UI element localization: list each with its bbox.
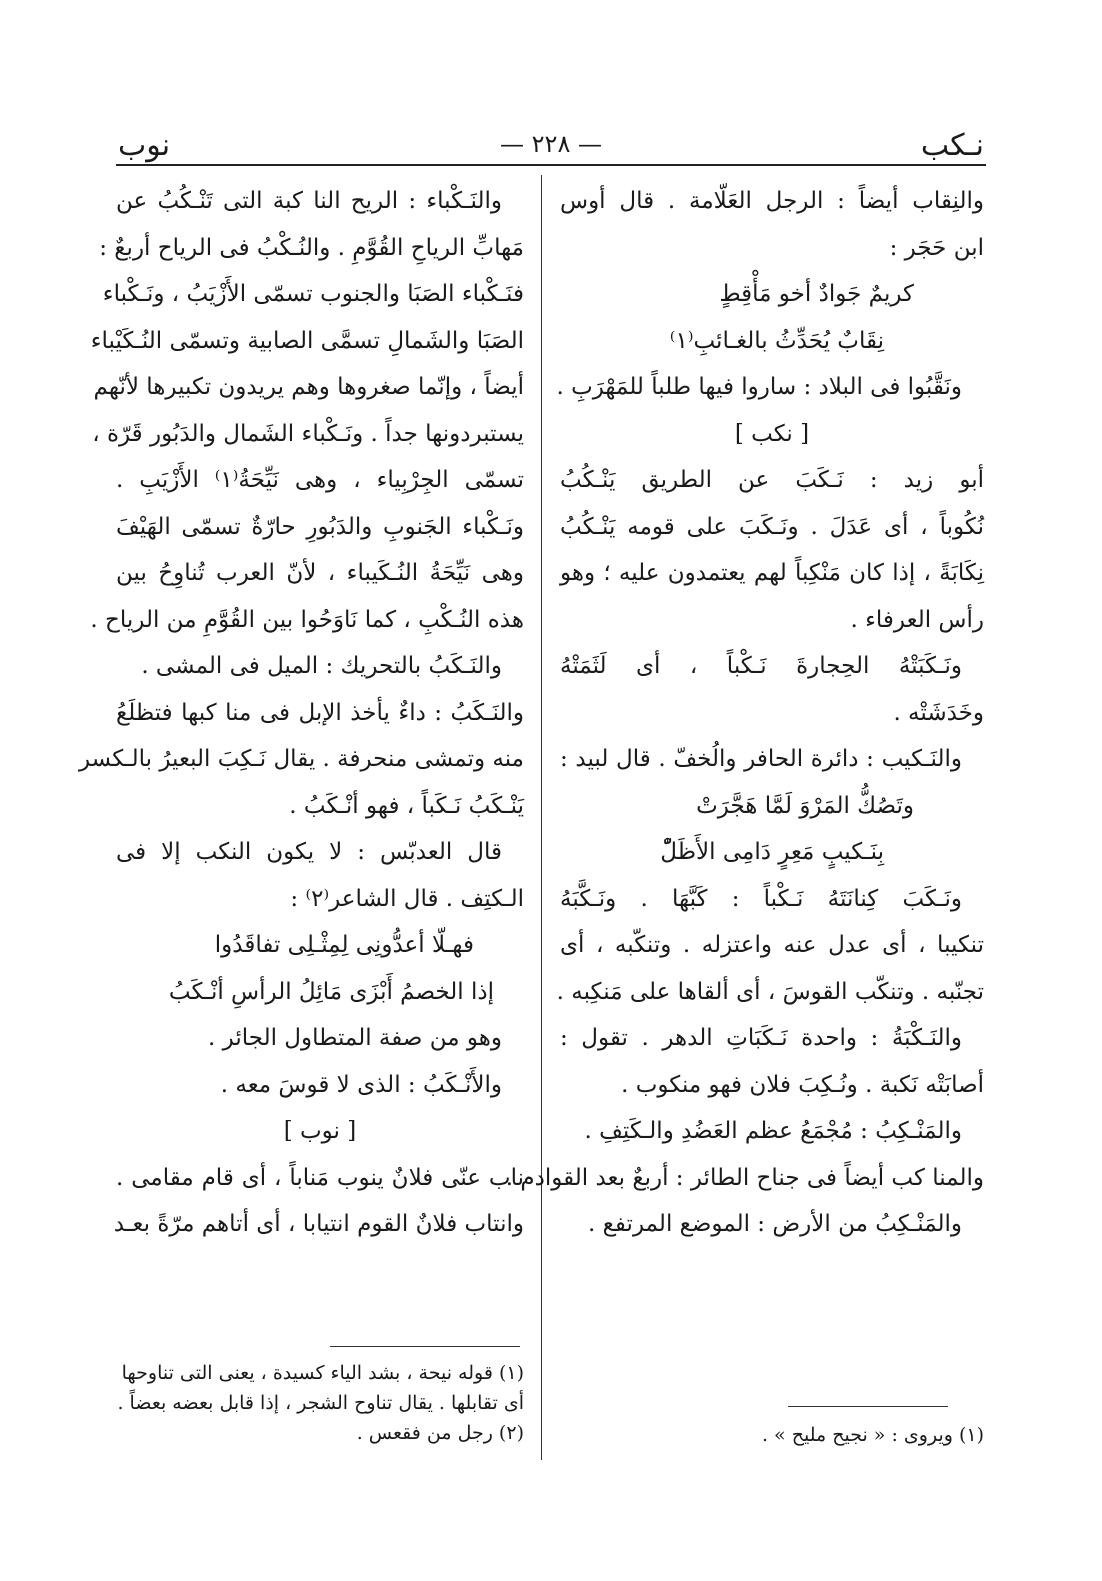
entry-heading: [ نوب ]	[283, 1118, 357, 1144]
verse-line: وتَصُكُّ المَرْوَ لَمَّا هَجَّرَتْ	[696, 792, 914, 819]
text-line: قال العدبّس : لا يكون النكب إلا فى	[116, 839, 502, 865]
text-line: والنَـكَبُ : داءٌ يأخذ الإبل فى منا كبها فتظلَعُ	[116, 699, 524, 726]
text-line: ونَقَّبُوا فى البلاد : ساروا فيها طلباً للمَهْرَبِ .	[556, 374, 962, 400]
entry-heading: [ نكب ]	[734, 420, 810, 447]
text-line: نِكَابَةً ، إذا كان مَنْكِباً لهم يعتمدون عليه ؛ وهو	[560, 560, 984, 586]
text-line: الصَبَا والشَمالِ تسمَّى الصابية وتسمّى النُـكَيْباء	[90, 327, 524, 354]
header-root-left: نوب	[118, 128, 171, 163]
text-line: مَهابِّ الرياحِ القُوَّمِ . والنُـكْبُ فى الرياح أربعٌ :	[99, 234, 524, 261]
text-line: يستبردونها جداً . ونَـكْباء الشَمال والدَبُور قَرّة ،	[92, 420, 524, 447]
footnote: (١) قوله نيحة ، بشد الياء كسيدة ، يعنى التى تناوحها	[121, 1362, 524, 1384]
text-line: هذه النُـكْبِ ، كما نَاوَحُوا بين القُوَّمِ من الرياح .	[90, 606, 524, 633]
verse-line: نِقَابٌ يُحَدِّثُ بالغـائبِ⁽١⁾	[669, 327, 884, 354]
footnote-rule	[330, 1346, 520, 1347]
text-line: والنَـكْبَةُ : واحدة نَـكَبَاتِ الدهر . تقول :	[560, 1025, 962, 1051]
text-line: والمنا كب أيضاً فى جناح الطائر : أربعٌ بعد القوادم .	[505, 1164, 984, 1191]
text-line: والنَـكَبُ بالتحريك : الميل فى المشى .	[141, 653, 502, 679]
text-line: منه وتمشى منحرفة . يقال نَـكِبَ البعيرُ بالـكسر	[78, 746, 524, 772]
text-line: والمَنْـكِبُ : مُجْمَعُ عظم العَضُدِ والـكَتِفِ .	[584, 1118, 962, 1144]
verse-line: كريمٌ جَوادٌ أخو مَأْقِطٍ	[719, 281, 914, 307]
text-line: ونَـكَبَ كِنانَتَهُ نَـكْباً : كَبَّهَا . ونَـكَّبَهُ	[560, 885, 962, 912]
left-column	[78, 178, 524, 1248]
text-line: والمَنْـكِبُ من الأرض : الموضع المرتفع .	[588, 1211, 962, 1237]
text-line: يَنْـكَبُ نَـكَباً ، فهو أنْـكَبُ .	[289, 792, 524, 819]
verse-line: بِنَـكيبٍ مَعِرٍ دَامِى الأَظَلّْ	[660, 839, 884, 865]
text-line: ونَـكْباء الجَنوبِ والدَبُورِ حارّةٌ تسمّى الهَيْفَ	[116, 513, 524, 540]
text-line: ابن حَجَر :	[889, 234, 984, 261]
text-line: وانتاب فلانٌ القوم انتيابا ، أى أتاهم مرّةً بعـد	[113, 1211, 524, 1237]
text-line: والنَـكيب : دائرة الحافر والُخفّ . قال لبيد :	[560, 746, 962, 772]
text-line: الـكتِف . قال الشاعر⁽٢⁾ :	[290, 885, 524, 912]
text-line: تسمّى الجِرْبِياء ، وهى نَيِّحَةُ⁽١⁾ الأَزْيَبِ .	[116, 467, 524, 493]
text-line: أيضاً ، وإنّما صغروها وهم يريدون تكبيرها لأنّهم	[93, 374, 524, 400]
text-line: والأَنْـكَبُ : الذى لا قوسَ معه .	[220, 1071, 502, 1098]
text-line: تجنّبه . وتنكّب القوسَ ، أى ألقاها على مَنكِبه .	[556, 978, 984, 1005]
text-line: والنِقاب أيضاً : الرجل العَلّامة . قال أوس	[560, 188, 984, 214]
page-header	[118, 128, 984, 164]
header-rule	[116, 164, 986, 166]
text-line: وهى نَيِّحَةُ النُـكَيباء ، لأنّ العرب تُناوِحُ بين	[116, 560, 524, 586]
footnote: (٢) رجل من فقعس .	[356, 1422, 524, 1444]
column-divider	[541, 175, 542, 1460]
footnotes-left	[116, 1358, 524, 1448]
text-line: والنَـكْباء : الريح النا كبة التى تَنْـكُبُ عن	[116, 188, 502, 214]
verse-line: فهـلّا أعدُّونِى لِمِثْـلِى تفاقَدُوا	[214, 932, 474, 958]
footnote-rule	[788, 1406, 948, 1407]
text-line: وهو من صفة المتطاول الجائر .	[208, 1025, 502, 1051]
text-line: أبو زيد : نَـكَبَ عن الطريق يَنْـكُبُ	[560, 467, 984, 493]
text-line: ونَـكَبَتْهُ الحِجارةَ نَـكْباً ، أى لَثَمَتْهُ	[560, 653, 962, 679]
footnotes-right	[560, 1420, 984, 1450]
text-line: تنكيبا ، أى عدل عنه واعتزله . وتنكّبه ، أى	[560, 932, 984, 958]
page-number: — ٢٢٨ —	[500, 130, 602, 158]
text-line: رأس العرفاء .	[850, 606, 984, 633]
verse-line: إذا الخصمُ أَبْزَى مَائِلُ الرأسِ أنْـكَبُ	[168, 978, 494, 1005]
text-line: نُكُوباً ، أى عَدَلَ . ونَـكَبَ على قومه يَنْـكُبُ	[560, 513, 984, 540]
footnote: أى تقابلها . يقال تناوح الشجر ، إذا قابل بعضه بعضاً .	[117, 1392, 524, 1414]
text-line: فنَـكْباء الصَبَا والجنوب تسمّى الأَزْيَبُ ، ونَـكْباء	[102, 281, 524, 307]
right-column	[505, 178, 984, 1248]
header-root-right: نـكب	[920, 128, 984, 163]
text-line: ناب عنّى فلانٌ ينوب مَناباً ، أى قام مقامى .	[116, 1164, 524, 1191]
footnote: (١) ويروى : « نجيح مليح » .	[761, 1424, 984, 1446]
text-line: أصابَتْه نَكبة . ونُـكِبَ فلان فهو منكوب .	[621, 1071, 984, 1098]
text-line: وخَدَشَتْه .	[893, 699, 984, 726]
